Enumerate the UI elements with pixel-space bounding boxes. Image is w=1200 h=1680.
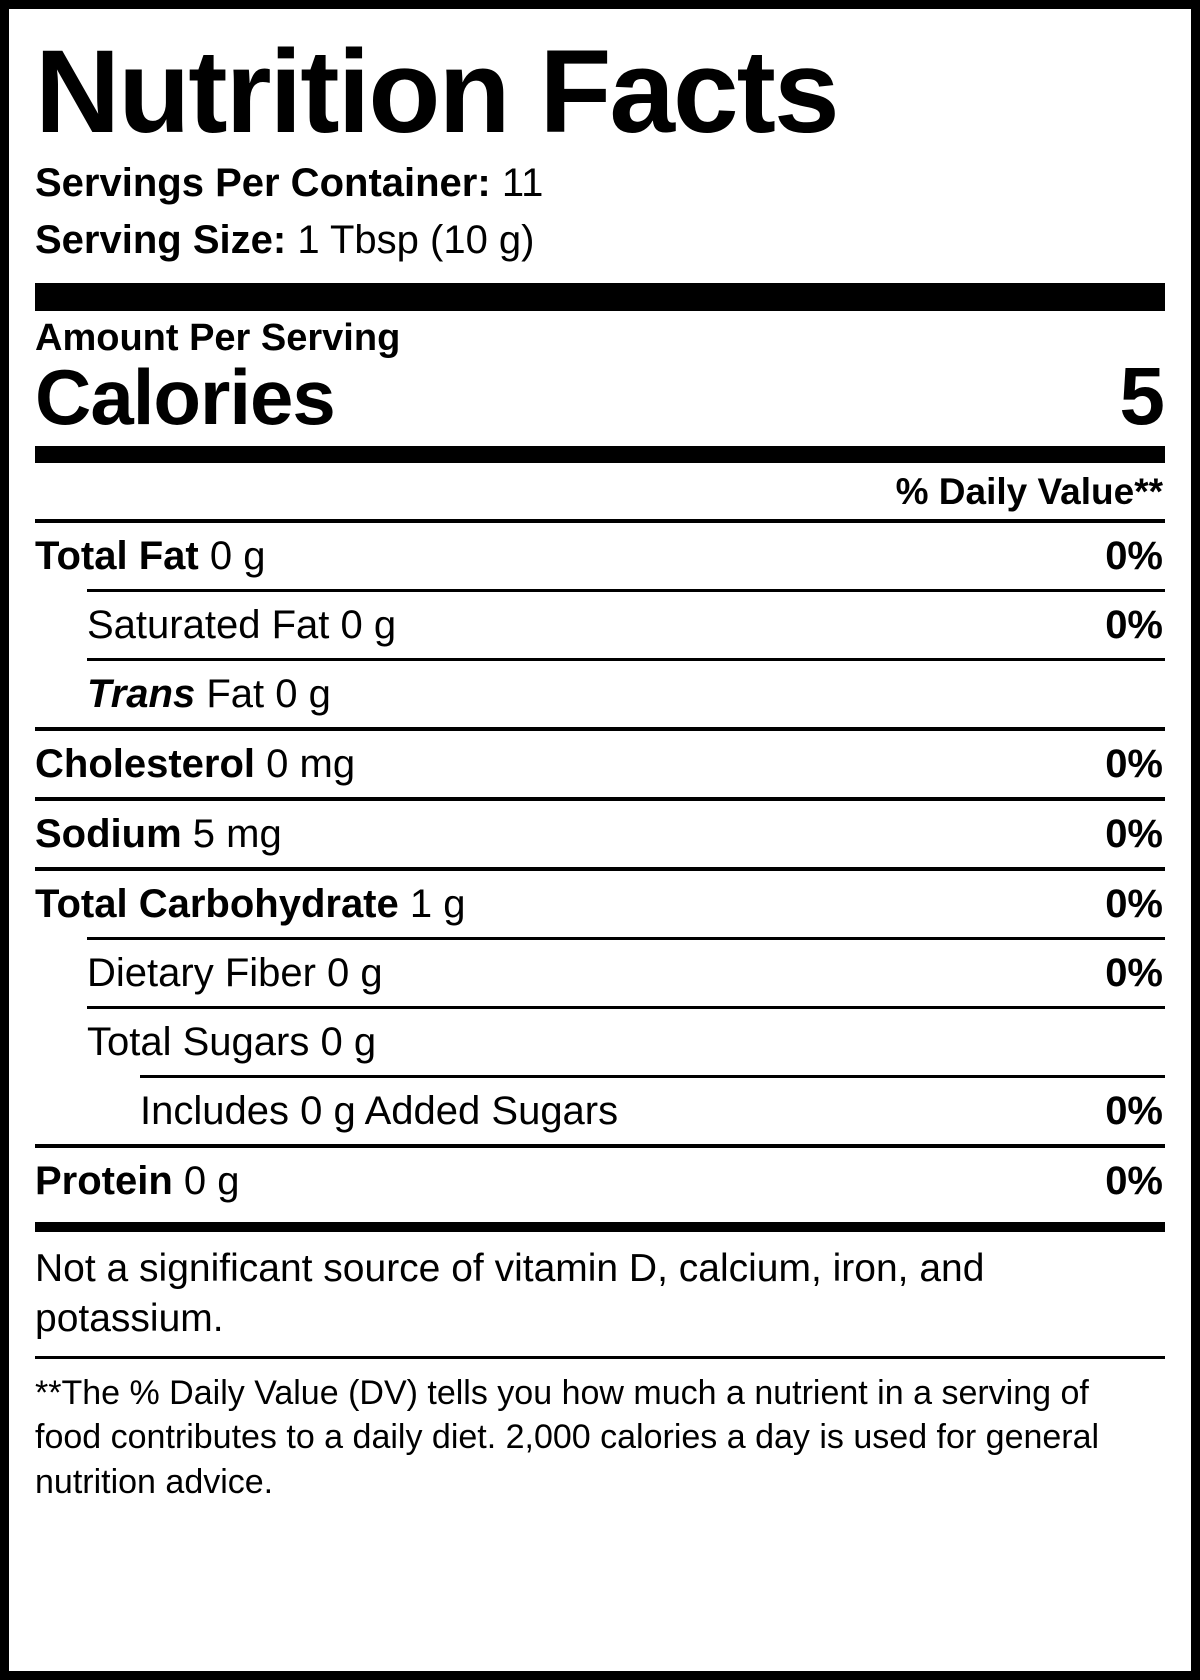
- nutrient-row-sodium: [35, 801, 1165, 867]
- nutrient-name-cholesterol: Cholesterol 0 mg: [35, 742, 356, 787]
- servings-per-container-label: Servings Per Container:: [35, 161, 491, 205]
- nutrient-name-trans-fat: Trans Fat 0 g: [87, 672, 331, 717]
- nutrient-row-total-fat: [35, 523, 1165, 589]
- nutrient-dv-cholesterol: 0%: [1105, 742, 1163, 787]
- nutrient-name-sodium: Sodium 5 mg: [35, 812, 282, 857]
- page-title: Nutrition Facts: [35, 26, 838, 158]
- servings-per-container: [35, 155, 1165, 212]
- nutrient-row-cholesterol: [35, 731, 1165, 797]
- servings-per-container-value: 11: [501, 161, 544, 205]
- nutrient-name-added-sugars: Includes 0 g Added Sugars: [140, 1089, 619, 1134]
- nutrient-row-saturated-fat: [35, 592, 1165, 658]
- daily-value-footnote: **The % Daily Value (DV) tells you how much a nutrient in a serving of food contributes to a daily diet. 2,000 calories a day is used for general nutrition advice.: [35, 1374, 1100, 1501]
- not-significant-source-text: Not a significant source of vitamin D, calcium, iron, and potassium.: [35, 1247, 985, 1341]
- serving-size: [35, 212, 1165, 269]
- nutrient-name-total-fat: Total Fat 0 g: [35, 534, 266, 579]
- nutrient-name-protein: Protein 0 g: [35, 1159, 240, 1204]
- serving-size-value: 1 Tbsp (10 g): [297, 217, 535, 262]
- nutrient-name-dietary-fiber: Dietary Fiber 0 g: [87, 951, 383, 996]
- nutrient-row-protein: [35, 1148, 1165, 1214]
- nutrient-dv-saturated-fat: 0%: [1105, 603, 1163, 648]
- nutrient-dv-protein: 0%: [1105, 1159, 1163, 1204]
- nutrient-dv-total-fat: 0%: [1105, 534, 1163, 579]
- nutrient-name-total-sugars: Total Sugars 0 g: [87, 1020, 377, 1065]
- nutrient-dv-dietary-fiber: 0%: [1105, 951, 1163, 996]
- serving-size-label: Serving Size:: [35, 217, 287, 262]
- divider-thick-top: [35, 283, 1165, 311]
- divider-thick-bottom: [35, 1222, 1165, 1232]
- amount-per-serving-label: Amount Per Serving: [35, 316, 401, 359]
- calories-row: [35, 351, 1165, 443]
- nutrient-row-trans-fat: [35, 661, 1165, 727]
- nutrient-dv-added-sugars: 0%: [1105, 1089, 1163, 1134]
- nutrient-name-saturated-fat: Saturated Fat 0 g: [87, 603, 397, 648]
- nutrient-dv-sodium: 0%: [1105, 812, 1163, 857]
- nutrient-row-dietary-fiber: [35, 940, 1165, 1006]
- divider-medium: [35, 446, 1165, 463]
- nutrient-row-total-carbohydrate: [35, 871, 1165, 937]
- nutrient-name-total-carbohydrate: Total Carbohydrate 1 g: [35, 882, 466, 927]
- calories-label: Calories: [35, 353, 335, 442]
- calories-value: 5: [1119, 351, 1165, 443]
- nutrient-row-total-sugars: [35, 1009, 1165, 1075]
- nutrient-dv-total-carbohydrate: 0%: [1105, 882, 1163, 927]
- daily-value-header: % Daily Value**: [895, 471, 1163, 513]
- nutrient-row-added-sugars: [35, 1078, 1165, 1144]
